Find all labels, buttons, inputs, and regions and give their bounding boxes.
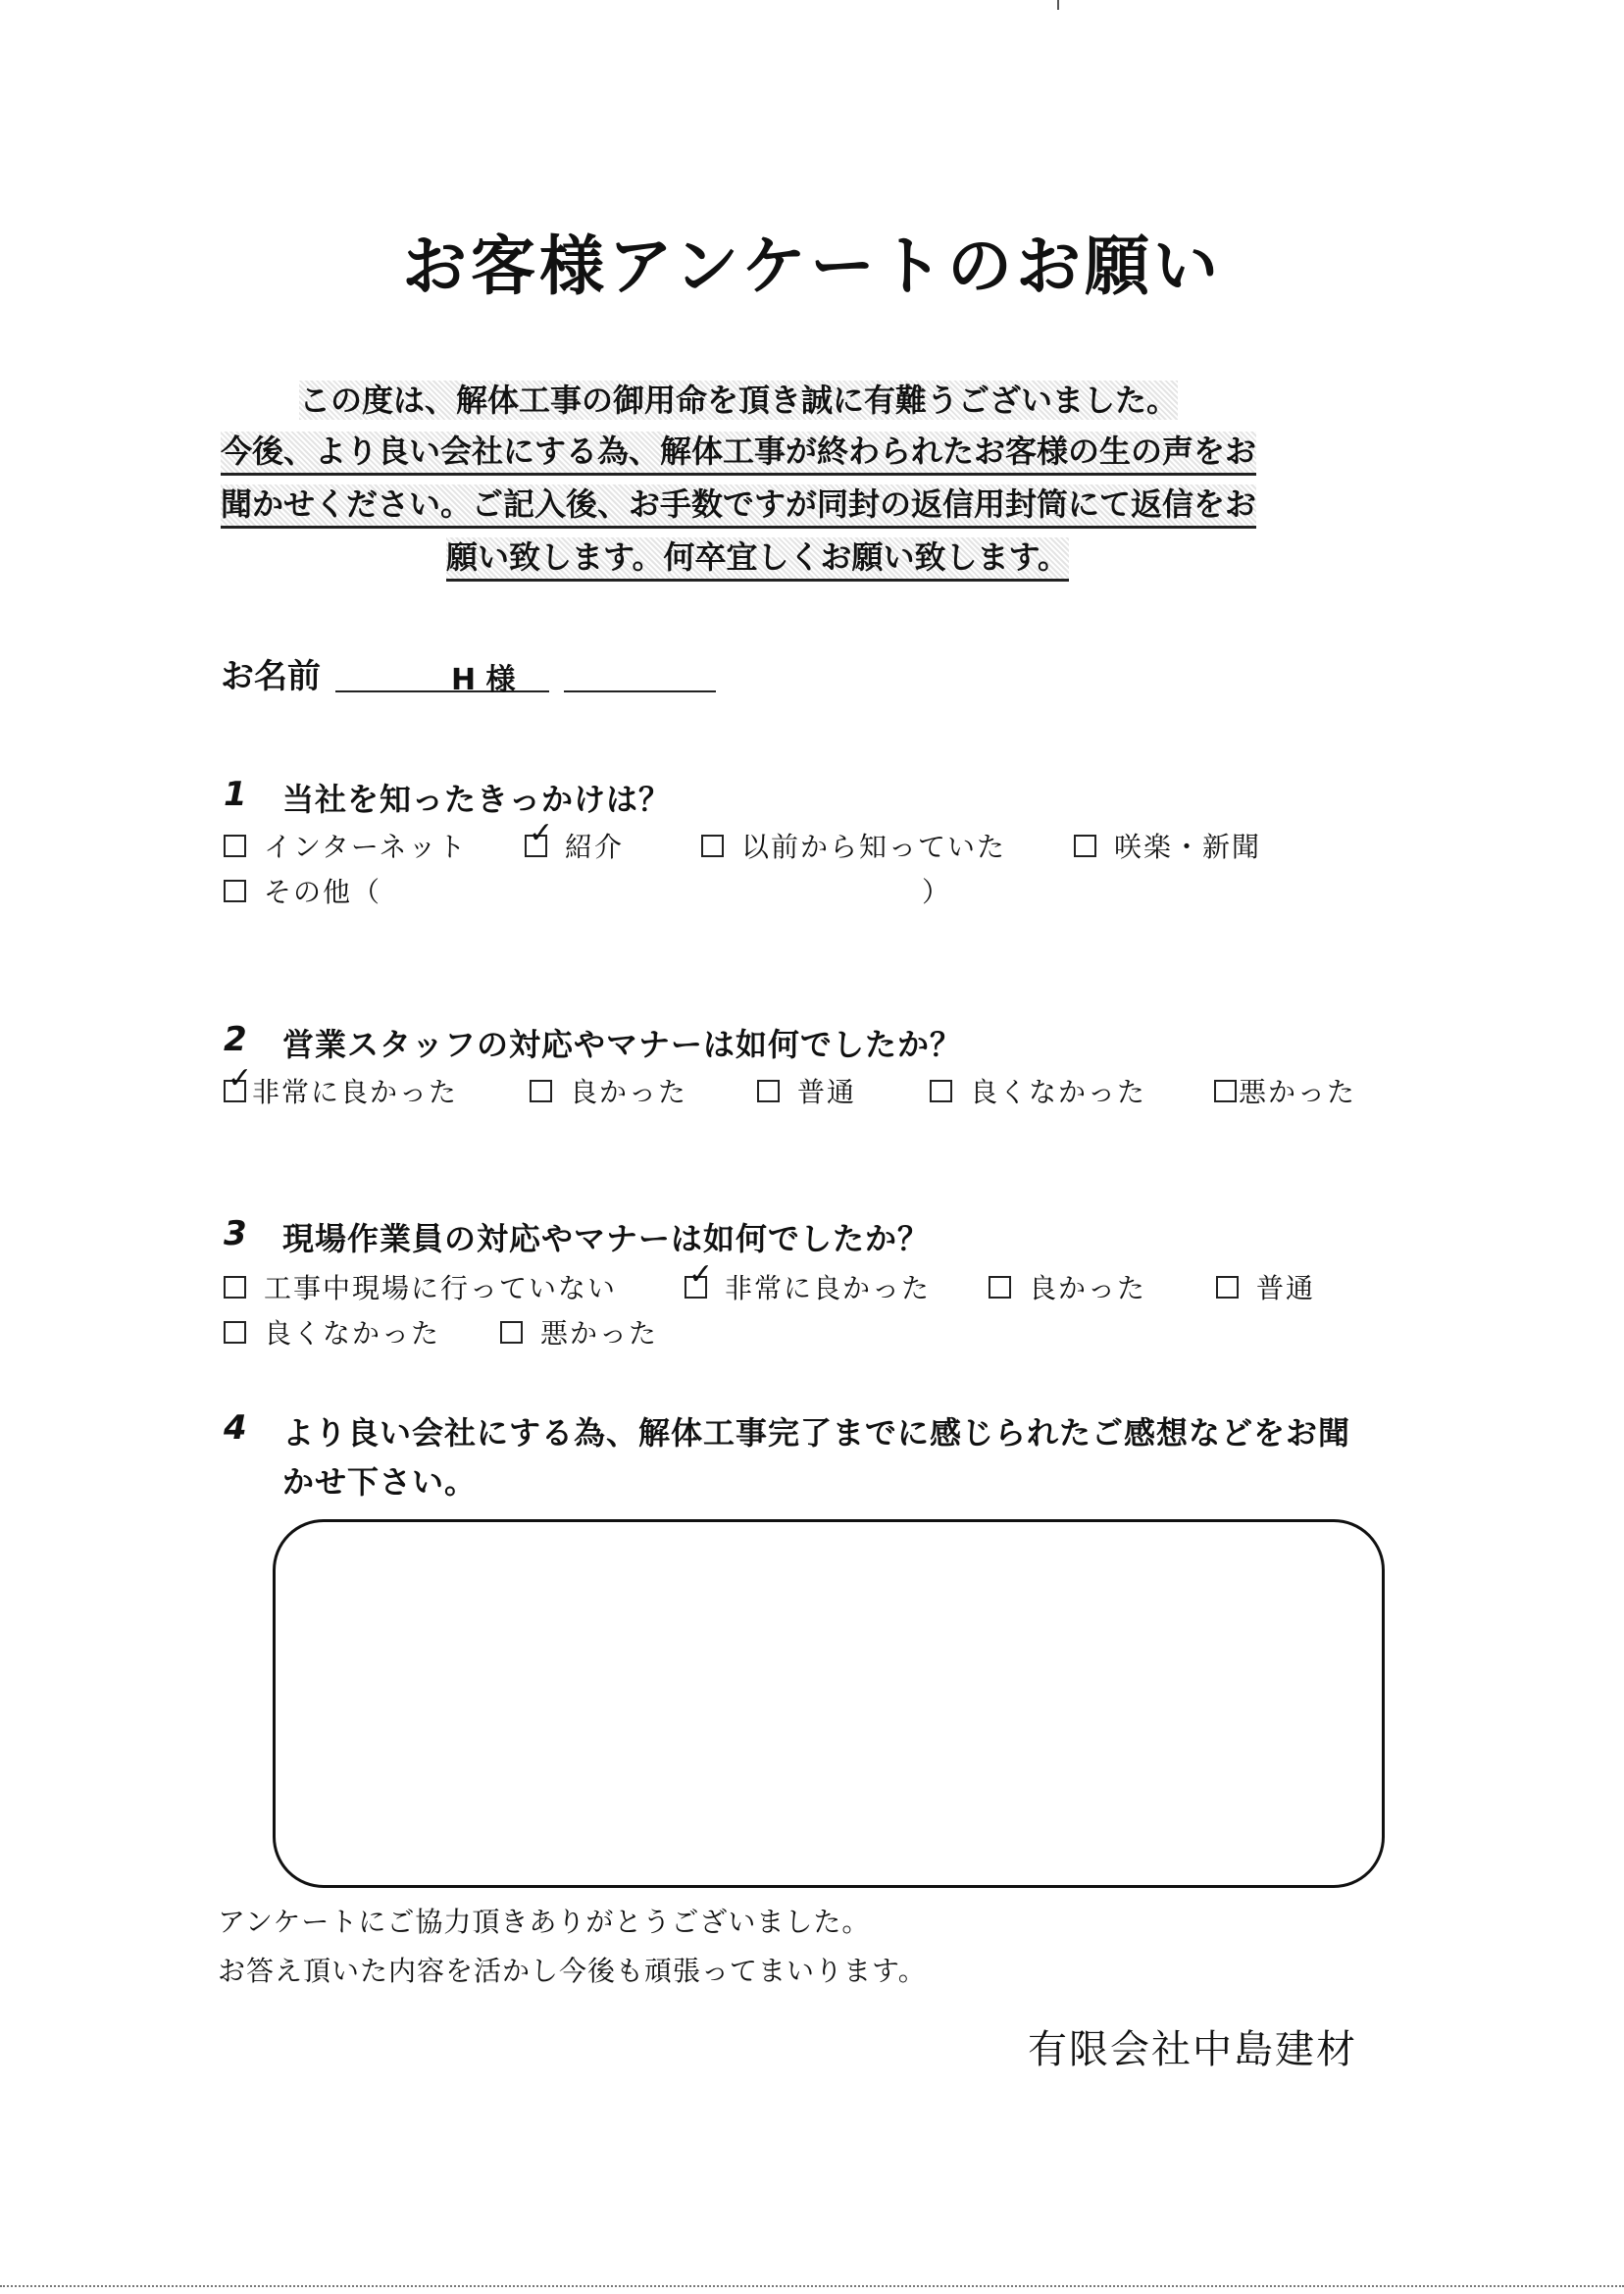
checkbox[interactable] <box>224 880 246 902</box>
checkbox[interactable] <box>1074 835 1096 857</box>
name-label: お名前 <box>221 657 321 696</box>
comment-answer <box>276 1522 1382 1601</box>
name-field-extra[interactable] <box>564 651 716 692</box>
q4-question-line-1: より良い会社にする為、解体工事完了までに感じられたご感想などをお聞 <box>282 1414 1351 1452</box>
check-mark-icon: ✓ <box>688 1257 716 1292</box>
footer-thanks: アンケートにご協力頂きありがとうございました。 <box>218 1906 871 1938</box>
q3-option-not-visited[interactable]: 工事中現場に行っていない <box>224 1267 617 1306</box>
check-mark-icon: ✓ <box>228 1061 255 1096</box>
comment-textarea[interactable] <box>273 1519 1385 1888</box>
q1-option-newspaper[interactable]: 咲楽・新聞 <box>1074 826 1261 865</box>
scan-mark <box>1057 0 1059 10</box>
checkbox[interactable] <box>757 1080 780 1102</box>
q1-option-known-before[interactable]: 以前から知っていた <box>701 826 1006 865</box>
q1-option-referral[interactable]: ✓ 紹介 <box>525 826 624 865</box>
checkbox[interactable] <box>530 1080 552 1102</box>
q3-option-good[interactable]: 良かった <box>989 1267 1146 1306</box>
q3-option-bad[interactable]: 悪かった <box>500 1312 658 1351</box>
q1-number: 1 <box>224 775 247 814</box>
q3-option-very-good[interactable]: ✓ 非常に良かった <box>685 1267 931 1306</box>
scan-edge-divider <box>0 2285 1624 2287</box>
name-value: H 様 <box>451 663 516 697</box>
checkbox[interactable] <box>1214 1080 1237 1102</box>
q3-option-average[interactable]: 普通 <box>1216 1267 1315 1306</box>
checkbox[interactable] <box>224 1276 246 1299</box>
checkbox-checked[interactable] <box>685 1257 716 1299</box>
checkbox[interactable] <box>930 1080 952 1102</box>
intro-line-2: 今後、より良い会社にする為、解体工事が終わられたお客様の生の声をお <box>221 432 1256 476</box>
checkbox[interactable] <box>989 1276 1011 1299</box>
q2-option-not-good[interactable]: 良くなかった <box>930 1071 1146 1110</box>
page-title: お客様アンケートのお願い <box>401 228 1223 304</box>
checkbox[interactable] <box>500 1321 523 1344</box>
check-mark-icon: ✓ <box>529 816 556 850</box>
q2-question: 営業スタッフの対応やマナーは如何でしたか？ <box>282 1026 963 1063</box>
q3-number: 3 <box>224 1214 247 1253</box>
name-field[interactable] <box>335 651 549 697</box>
intro-line-1: この度は、解体工事の御用命を頂き誠に有難うございました。 <box>299 382 1179 419</box>
q1-option-other[interactable]: その他（ <box>224 871 381 910</box>
checkbox[interactable] <box>701 835 724 857</box>
q2-option-good[interactable]: 良かった <box>530 1071 687 1110</box>
q3-option-not-good[interactable]: 良くなかった <box>224 1312 440 1351</box>
checkbox-checked[interactable] <box>224 1061 255 1102</box>
q4-number: 4 <box>224 1408 247 1448</box>
checkbox[interactable] <box>1216 1276 1239 1299</box>
intro-line-4: 願い致します。何卒宜しくお願い致します。 <box>446 537 1069 582</box>
footer-message: お答え頂いた内容を活かし今後も頑張ってまいります。 <box>218 1955 927 1987</box>
q2-option-very-good[interactable]: ✓ 非常に良かった <box>224 1071 458 1110</box>
checkbox-checked[interactable] <box>525 816 556 857</box>
checkbox[interactable] <box>224 1321 246 1344</box>
q2-number: 2 <box>224 1020 247 1059</box>
q2-option-average[interactable]: 普通 <box>757 1071 856 1110</box>
intro-line-3: 聞かせください。ご記入後、お手数ですが同封の返信用封筒にて返信をお <box>221 484 1256 529</box>
q4-question-line-2: かせ下さい。 <box>282 1463 478 1501</box>
company-name: 有限会社中島建材 <box>1028 2027 1357 2072</box>
q1-question: 当社を知ったきっかけは？ <box>282 781 672 818</box>
q1-other-close-paren: ） <box>922 876 952 908</box>
q3-question: 現場作業員の対応やマナーは如何でしたか？ <box>282 1220 931 1257</box>
checkbox[interactable] <box>224 835 246 857</box>
q2-option-bad[interactable]: 悪かった <box>1214 1071 1356 1110</box>
q1-option-internet[interactable]: インターネット <box>224 826 467 865</box>
